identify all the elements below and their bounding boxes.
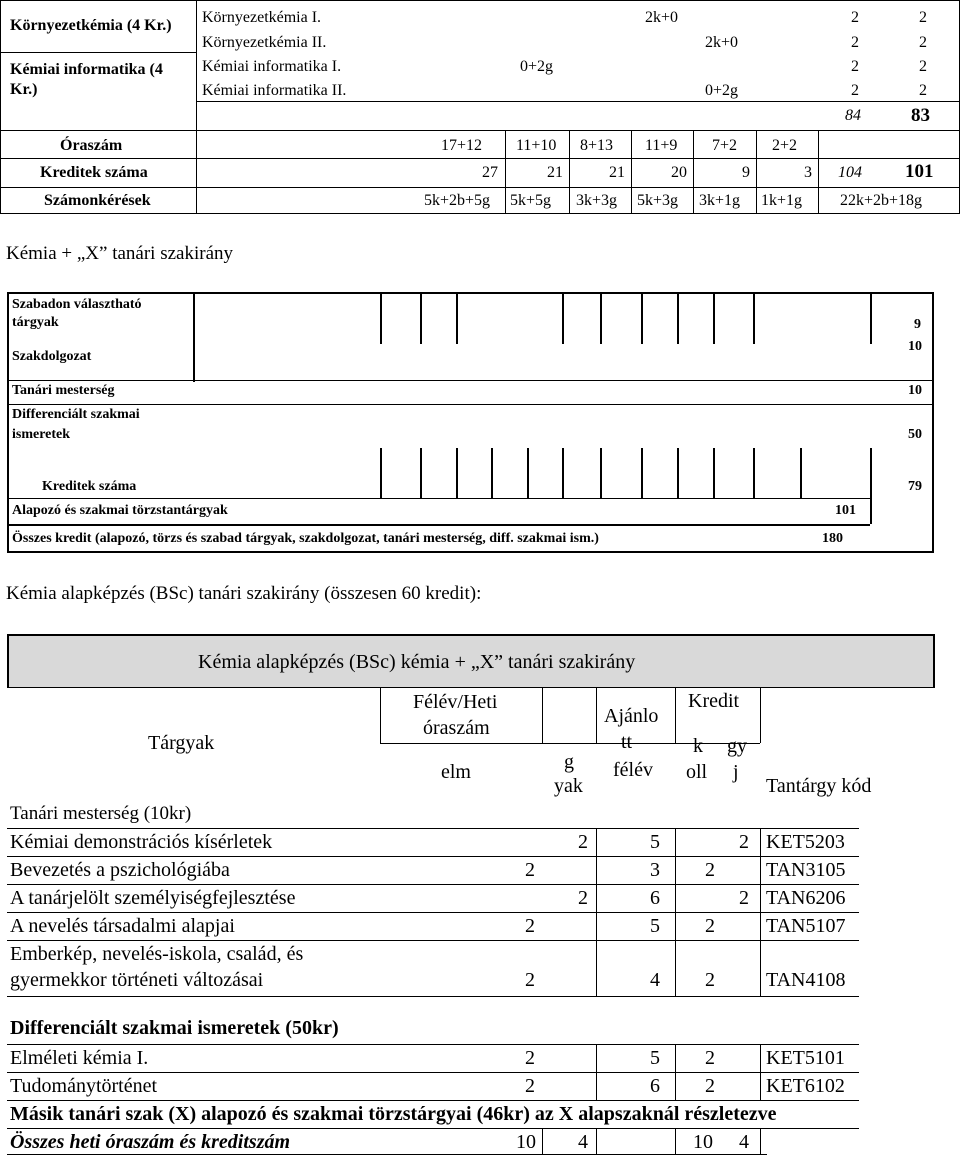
bsc-table-title: Kémia alapképzés (BSc) kémia + „X” tanári szakirány — [198, 651, 636, 673]
hours-value: 2k+0 — [705, 34, 739, 51]
szamonkeresek-total: 22k+2b+18g — [840, 192, 923, 209]
szamonkeresek-value: 5k+5g — [510, 192, 552, 209]
thesis-value: 10 — [908, 339, 922, 354]
szamonkeresek-label: Számonkérések — [44, 192, 151, 209]
credits-value: 79 — [908, 479, 922, 494]
section2-title: Kémia alapképzés (BSc) tanári szakirány (összesen 60 kredit): — [6, 583, 482, 604]
course-name: Bevezetés a pszichológiába — [10, 859, 230, 881]
header-targyak: Tárgyak — [148, 732, 215, 754]
course-code: TAN3105 — [766, 859, 846, 881]
other-major-note: Másik tanári szak (X) alapozó és szakmai törzstárgyai (46kr) az X alapszaknál részletezve — [10, 1103, 777, 1125]
credit-value: 2 — [919, 58, 927, 75]
header-gyak-2: yak — [554, 775, 583, 797]
total-hours-italic: 84 — [845, 107, 861, 124]
szamonkeresek-value: 3k+3g — [576, 192, 618, 209]
free-subjects-label-2: tárgyak — [12, 315, 59, 330]
section1-title: Kémia + „X” tanári szakirány — [6, 243, 233, 264]
free-subjects-value: 9 — [914, 317, 921, 332]
course-gyj: 2 — [739, 887, 749, 909]
credit-value: 2 — [919, 34, 927, 51]
kreditek-value: 20 — [671, 164, 687, 181]
szamonkeresek-value: 3k+1g — [699, 192, 741, 209]
course-name: A nevelés társadalmi alapjai — [10, 915, 235, 937]
kreditek-total-bold: 101 — [905, 161, 934, 182]
hours-value: 0+2g — [705, 82, 739, 99]
credit-value: 2 — [919, 82, 927, 99]
oraszam-value: 8+13 — [580, 137, 614, 154]
total-credit-label: Összes kredit (alapozó, törzs és szabad tárgyak, szakdolgozat, tanári mesterség, diff. szakmai ism.) — [12, 531, 599, 546]
oraszam-value: 11+10 — [516, 137, 557, 154]
course-felev: 4 — [650, 969, 660, 991]
header-gyak-1: g — [564, 751, 574, 773]
grand-total-gyak: 4 — [578, 1131, 588, 1153]
course-koll: 2 — [705, 1075, 715, 1097]
header-felev-1: Félév/Heti — [413, 691, 498, 713]
header-ajanlott-1: Ajánlo — [604, 705, 659, 727]
credit-value: 2 — [919, 9, 927, 26]
group-label: Kémiai informatika (4 Kr.) — [10, 61, 163, 98]
header-koll-1: k — [693, 735, 703, 757]
kreditek-value: 21 — [547, 164, 563, 181]
course-felev: 3 — [650, 859, 660, 881]
course-gyak: 2 — [578, 831, 588, 853]
credit-value: 2 — [851, 58, 859, 75]
course-elm: 2 — [525, 1075, 535, 1097]
free-subjects-label: Szabadon választható — [12, 297, 142, 312]
subject-name: Környezetkémia I. — [202, 9, 322, 26]
diff-label-2: ismeretek — [12, 427, 71, 442]
group-diff: Differenciált szakmai ismeretek (50kr) — [10, 1017, 339, 1039]
course-name-line1: Emberkép, nevelés-iskola, család, és — [10, 943, 304, 965]
szamonkeresek-value: 5k+3g — [637, 192, 679, 209]
core-subjects-value: 101 — [835, 503, 856, 518]
oraszam-value: 17+12 — [441, 137, 483, 154]
header-kredit: Kredit — [688, 690, 740, 712]
kreditek-value: 9 — [742, 164, 750, 181]
header-gyj-1: gy — [727, 735, 747, 757]
subject-name: Kémiai informatika II. — [202, 82, 347, 99]
oraszam-value: 7+2 — [712, 137, 738, 154]
kreditek-value: 27 — [482, 164, 498, 181]
total-hours-bold: 83 — [911, 105, 930, 126]
teaching-value: 10 — [908, 383, 922, 398]
kreditek-label: Kreditek száma — [40, 164, 148, 181]
course-name-line2: gyermekkor történeti változásai — [10, 969, 264, 991]
oraszam-label: Óraszám — [60, 137, 123, 154]
diff-value: 50 — [908, 427, 922, 442]
header-kod: Tantárgy kód — [766, 775, 872, 797]
course-felev: 5 — [650, 831, 660, 853]
grand-total-koll: 10 — [693, 1131, 713, 1153]
total-credit-value: 180 — [822, 531, 843, 546]
header-koll-2: oll — [686, 761, 708, 783]
course-name: Elméleti kémia I. — [10, 1047, 149, 1069]
hours-value: 2k+0 — [645, 9, 679, 26]
course-koll: 2 — [705, 1047, 715, 1069]
course-koll: 2 — [705, 915, 715, 937]
course-elm: 2 — [525, 969, 535, 991]
course-name: Tudománytörténet — [10, 1075, 158, 1097]
szamonkeresek-value: 5k+2b+5g — [424, 192, 491, 209]
course-elm: 2 — [525, 859, 535, 881]
course-gyj: 2 — [739, 831, 749, 853]
diff-label: Differenciált szakmai — [12, 407, 140, 422]
core-subjects-label: Alapozó és szakmai törzstantárgyak — [12, 503, 228, 518]
teaching-label: Tanári mesterség — [12, 383, 115, 398]
header-felev-2: óraszám — [423, 717, 490, 739]
group-teaching: Tanári mesterség (10kr) — [10, 803, 192, 824]
course-elm: 2 — [525, 1047, 535, 1069]
header-elm: elm — [441, 761, 471, 783]
kreditek-total-italic: 104 — [838, 164, 862, 181]
grand-total-gyj: 4 — [739, 1131, 749, 1153]
credit-value: 2 — [851, 82, 859, 99]
course-gyak: 2 — [578, 887, 588, 909]
course-felev: 6 — [650, 1075, 660, 1097]
course-code: KET5203 — [766, 831, 845, 853]
thesis-label: Szakdolgozat — [12, 349, 92, 364]
hours-value: 0+2g — [520, 58, 554, 75]
course-elm: 2 — [525, 915, 535, 937]
credits-label: Kreditek száma — [42, 479, 137, 494]
course-code: KET6102 — [766, 1075, 845, 1097]
course-felev: 5 — [650, 915, 660, 937]
header-ajanlott-2: tt — [621, 731, 633, 753]
course-code: TAN6206 — [766, 887, 846, 909]
course-code: TAN5107 — [766, 915, 846, 937]
kreditek-value: 21 — [609, 164, 625, 181]
subject-name: Kémiai informatika I. — [202, 58, 342, 75]
kreditek-value: 3 — [804, 164, 812, 181]
course-felev: 6 — [650, 887, 660, 909]
course-code: KET5101 — [766, 1047, 845, 1069]
credit-value: 2 — [851, 9, 859, 26]
course-name: A tanárjelölt személyiségfejlesztése — [10, 887, 296, 909]
grand-total-elm: 10 — [516, 1131, 536, 1153]
grand-total-label: Összes heti óraszám és kreditszám — [10, 1131, 291, 1153]
course-koll: 2 — [705, 969, 715, 991]
credit-value: 2 — [851, 34, 859, 51]
course-code: TAN4108 — [766, 969, 846, 991]
group-label: Környezetkémia (4 Kr.) — [10, 17, 172, 34]
subject-name: Környezetkémia II. — [202, 34, 327, 51]
course-felev: 5 — [650, 1047, 660, 1069]
oraszam-value: 11+9 — [645, 137, 678, 154]
header-gyj-2: j — [733, 761, 739, 783]
header-ajanlott-3: félév — [613, 759, 653, 781]
course-name: Kémiai demonstrációs kísérletek — [10, 831, 273, 853]
szamonkeresek-value: 1k+1g — [761, 192, 803, 209]
course-koll: 2 — [705, 859, 715, 881]
oraszam-value: 2+2 — [772, 137, 798, 154]
